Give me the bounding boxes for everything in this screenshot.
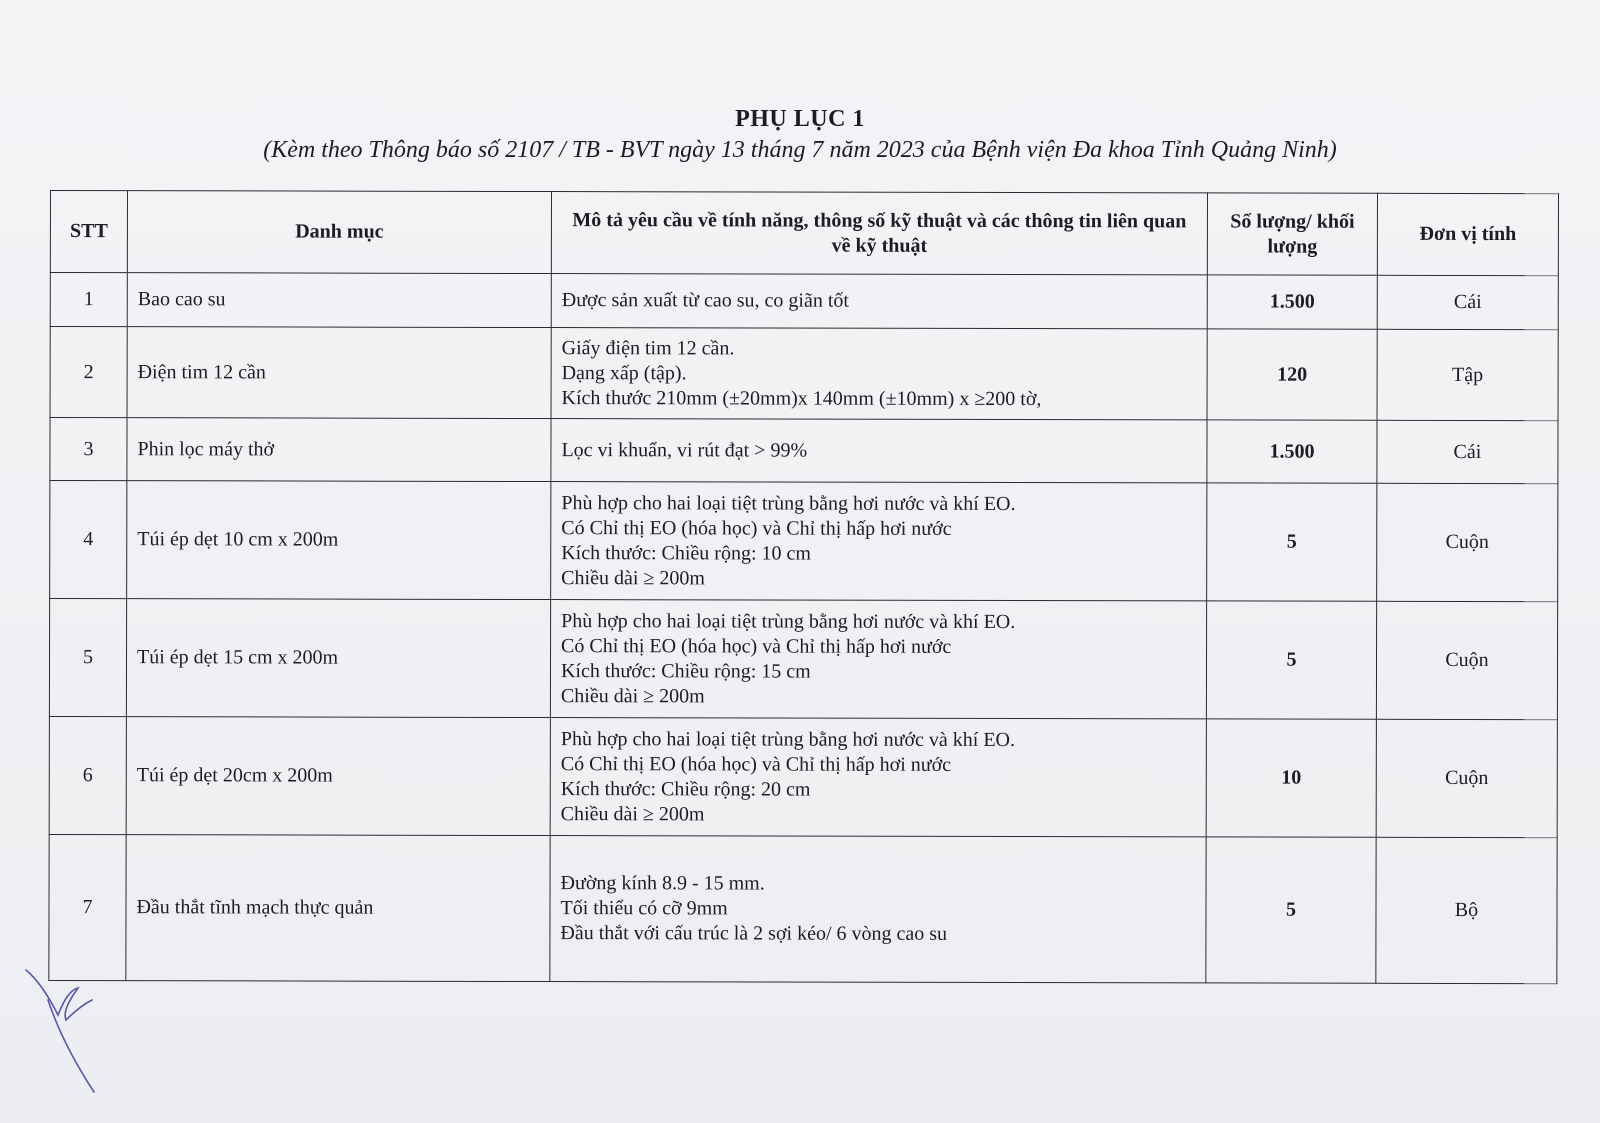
table-row (49, 599, 1557, 720)
cell-name: Bao cao su (127, 273, 551, 328)
cell-stt: 3 (50, 418, 127, 481)
signature-mark (18, 960, 108, 1110)
cell-unit: Cuộn (1377, 483, 1558, 601)
cell-unit: Cuộn (1376, 719, 1557, 837)
cell-desc: Lọc vi khuẩn, vi rút đạt > 99% (551, 419, 1207, 483)
table-row (49, 716, 1557, 837)
cell-stt: 5 (49, 599, 126, 717)
cell-desc: Đường kính 8.9 - 15 mm. Tối thiểu có cỡ 9mm Đầu thắt với cấu trúc là 2 sợi kéo/ 6 vòng cao su (550, 836, 1206, 983)
cell-qty: 1.500 (1207, 420, 1377, 483)
cell-qty: 5 (1207, 483, 1377, 601)
cell-desc: Phù hợp cho hai loại tiệt trùng bằng hơi nước và khí EO. Có Chỉ thị EO (hóa học) và Chỉ thị hấp hơi nước Kích thước: Chiều rộng: 15 cm Chiều dài ≥ 200m (550, 600, 1206, 719)
cell-unit: Cái (1377, 420, 1558, 483)
signature-stroke (26, 970, 94, 1092)
cell-stt: 2 (50, 327, 127, 418)
table-row (50, 481, 1558, 602)
document-subtitle: (Kèm theo Thông báo số 2107 / TB - BVT ngày 13 tháng 7 năm 2023 của Bệnh viện Đa khoa Tỉnh Quảng Ninh) (263, 137, 1337, 163)
cell-qty: 5 (1206, 837, 1376, 983)
cell-name: Phin lọc máy thở (127, 418, 551, 482)
cell-name: Túi ép dẹt 20cm x 200m (126, 717, 550, 836)
cell-stt: 6 (49, 716, 126, 834)
cell-name: Túi ép dẹt 15 cm x 200m (126, 599, 550, 718)
cell-stt: 7 (49, 834, 126, 980)
equipment-table (48, 190, 1559, 984)
cell-unit: Cái (1377, 275, 1558, 329)
cell-qty: 1.500 (1207, 275, 1377, 329)
cell-unit: Tập (1377, 329, 1558, 420)
header-name: Danh mục (127, 191, 551, 274)
cell-desc: Phù hợp cho hai loại tiệt trùng bằng hơi nước và khí EO. Có Chỉ thị EO (hóa học) và Chỉ thị hấp hơi nước Kích thước: Chiều rộng: 10 cm Chiều dài ≥ 200m (551, 482, 1207, 601)
cell-qty: 5 (1206, 601, 1376, 719)
table-row (49, 834, 1557, 983)
cell-name: Điện tim 12 cần (127, 327, 551, 419)
header-stt: STT (50, 191, 127, 273)
header-desc: Mô tả yêu cầu về tính năng, thông số kỹ thuật và các thông tin liên quan về kỹ thuật (551, 192, 1207, 275)
cell-name: Đầu thắt tĩnh mạch thực quản (126, 835, 550, 982)
cell-unit: Bộ (1376, 837, 1557, 983)
document-title: PHỤ LỤC 1 (735, 106, 865, 132)
cell-desc: Được sản xuất từ cao su, co giãn tốt (551, 274, 1207, 329)
cell-stt: 4 (50, 481, 127, 599)
cell-qty: 120 (1207, 329, 1377, 420)
table-row (50, 418, 1558, 484)
cell-unit: Cuộn (1376, 601, 1557, 719)
cell-desc: Phù hợp cho hai loại tiệt trùng bằng hơi nước và khí EO. Có Chỉ thị EO (hóa học) và Chỉ thị hấp hơi nước Kích thước: Chiều rộng: 20 cm Chiều dài ≥ 200m (550, 718, 1206, 837)
header-unit: Đơn vị tính (1377, 193, 1558, 275)
cell-desc: Giấy điện tim 12 cần. Dạng xấp (tập). Kích thước 210mm (±20mm)x 140mm (±10mm) x ≥200 tờ, (551, 328, 1207, 420)
cell-qty: 10 (1206, 719, 1376, 837)
header-qty: Số lượng/ khối lượng (1207, 193, 1377, 275)
cell-stt: 1 (50, 273, 127, 327)
cell-name: Túi ép dẹt 10 cm x 200m (127, 481, 551, 600)
table-header-row (50, 191, 1558, 276)
table-row (50, 327, 1558, 421)
table-row (50, 273, 1558, 330)
